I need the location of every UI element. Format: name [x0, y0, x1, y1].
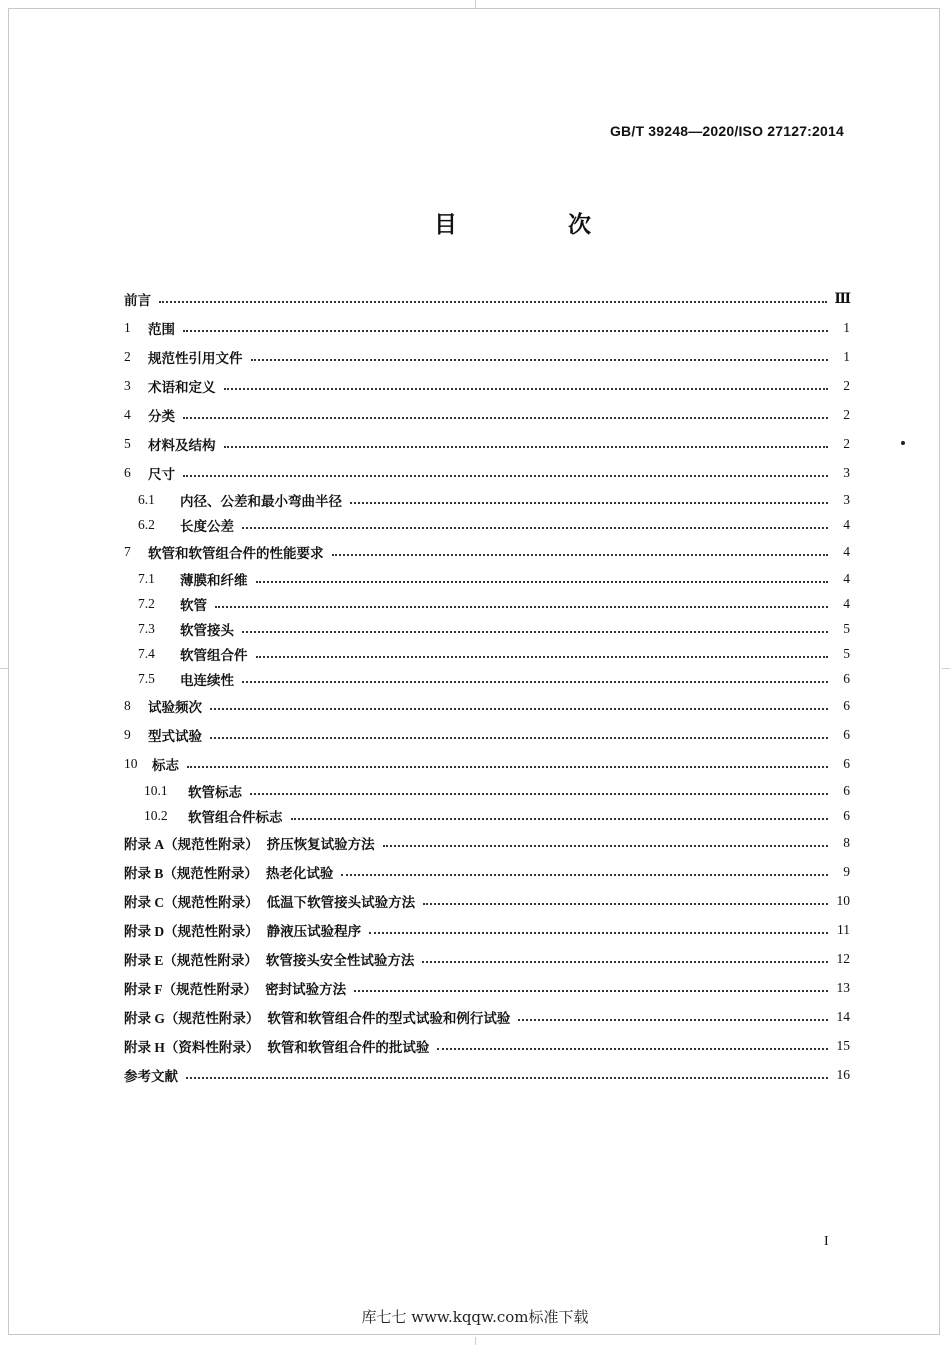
toc-entry[interactable]: [124, 803, 850, 828]
toc-entry-title: 软管组合件标志: [188, 809, 283, 826]
toc-entry-title: 长度公差: [180, 518, 234, 535]
toc-entry-title: 术语和定义: [148, 379, 216, 396]
toc-heading: 目 次: [434, 212, 635, 238]
toc-entry-title: 材料及结构: [148, 437, 216, 454]
toc-entry[interactable]: [124, 512, 850, 537]
crop-mark: [475, 0, 476, 8]
toc-leader-dots: [250, 792, 828, 795]
toc-leader-dots: [291, 817, 829, 820]
toc-page-number: Ⅲ: [834, 290, 850, 307]
toc-leader-dots: [183, 416, 828, 419]
toc-entry-title: 密封试验方法: [265, 981, 347, 998]
toc-leader-dots: [518, 1018, 828, 1021]
toc-page-number: 4: [843, 570, 850, 586]
toc-entry[interactable]: [124, 284, 850, 313]
toc-annex-label: 附录 C（规范性附录）: [124, 894, 259, 910]
toc-section-number: 7: [124, 543, 131, 559]
scan-speck: [901, 441, 905, 445]
toc-entry-title: 软管接头安全性试验方法: [265, 952, 415, 969]
toc-leader-dots: [354, 989, 828, 992]
toc-entry-title: 低温下软管接头试验方法: [266, 894, 416, 911]
toc-page-number: 10: [836, 892, 850, 908]
toc-entry-title: 热老化试验: [265, 865, 334, 882]
toc-page-number: 16: [836, 1066, 850, 1082]
toc-annex-label: 附录 D（规范性附录）: [124, 923, 259, 939]
toc-entry-title: 范围: [148, 321, 175, 338]
toc-entry[interactable]: [124, 641, 850, 666]
toc-entry[interactable]: [124, 487, 850, 512]
toc-section-number: 6.1: [138, 491, 155, 507]
toc-leader-dots: [183, 474, 828, 477]
toc-entry[interactable]: [124, 973, 850, 1002]
toc-section-number: 7.5: [138, 670, 155, 686]
toc-annex-label: 附录 G（规范性附录）: [124, 1010, 260, 1026]
toc-page-number: 1: [843, 348, 850, 364]
toc-section-number: 6.2: [138, 516, 155, 532]
toc-annex-label: 附录 E（规范性附录）: [124, 952, 258, 968]
toc-section-number: 3: [124, 377, 131, 393]
toc-page-number: 9: [843, 863, 850, 879]
toc-leader-dots: [422, 960, 828, 963]
toc-entry-title: 软管标志: [188, 784, 242, 801]
toc-page-number: 14: [836, 1008, 850, 1024]
toc-entry[interactable]: [124, 691, 850, 720]
toc-page-number: 6: [843, 726, 850, 742]
toc-page-number: 4: [843, 543, 850, 559]
toc-entry[interactable]: [124, 458, 850, 487]
toc-page-number: 6: [843, 807, 850, 823]
crop-mark: [942, 668, 950, 669]
toc-entry[interactable]: [124, 915, 850, 944]
toc-entry-title: 软管和软管组合件的性能要求: [148, 545, 324, 562]
table-of-contents: [124, 284, 850, 1089]
toc-entry[interactable]: [124, 591, 850, 616]
toc-page-number: 6: [843, 755, 850, 771]
toc-section-number: 7.1: [138, 570, 155, 586]
toc-entry[interactable]: [124, 342, 850, 371]
toc-page-number: 2: [843, 435, 850, 451]
toc-page-number: 13: [836, 979, 850, 995]
toc-entry-title: 前言: [124, 292, 151, 309]
toc-leader-dots: [437, 1047, 828, 1050]
toc-leader-dots: [210, 707, 828, 710]
toc-entry-title: 规范性引用文件: [148, 350, 243, 367]
toc-page-number: 6: [843, 782, 850, 798]
toc-entry[interactable]: [124, 1002, 850, 1031]
toc-entry[interactable]: [124, 371, 850, 400]
toc-leader-dots: [256, 580, 829, 583]
toc-section-number: 4: [124, 406, 131, 422]
page-number: I: [824, 1234, 829, 1249]
toc-section-number: 6: [124, 464, 131, 480]
toc-leader-dots: [251, 358, 829, 361]
toc-leader-dots: [242, 526, 828, 529]
toc-page-number: 15: [836, 1037, 850, 1053]
toc-entry-title: 软管和软管组合件的批试验: [267, 1039, 430, 1056]
toc-leader-dots: [332, 553, 829, 556]
toc-leader-dots: [242, 630, 828, 633]
toc-entry-title: 薄膜和纤维: [180, 572, 248, 589]
toc-leader-dots: [224, 387, 829, 390]
toc-entry-title: 电连续性: [180, 672, 234, 689]
toc-entry-title: 软管组合件: [180, 647, 248, 664]
toc-leader-dots: [423, 902, 828, 905]
toc-leader-dots: [256, 655, 829, 658]
toc-section-number: 7.3: [138, 620, 155, 636]
toc-leader-dots: [186, 1076, 828, 1079]
toc-entry[interactable]: [124, 749, 850, 778]
toc-entry[interactable]: [124, 857, 850, 886]
toc-leader-dots: [242, 680, 828, 683]
toc-leader-dots: [210, 736, 828, 739]
toc-entry[interactable]: [124, 1060, 850, 1089]
toc-entry-title: 分类: [148, 408, 175, 425]
toc-section-number: 7.2: [138, 595, 155, 611]
toc-section-number: 1: [124, 319, 131, 335]
toc-leader-dots: [187, 765, 828, 768]
toc-entry[interactable]: [124, 886, 850, 915]
toc-entry-title: 挤压恢复试验方法: [266, 836, 375, 853]
toc-entry-title: 标志: [152, 757, 179, 774]
toc-page-number: 4: [843, 516, 850, 532]
toc-page-number: 2: [843, 406, 850, 422]
toc-annex-label: 附录 B（规范性附录）: [124, 865, 258, 881]
toc-annex-label: 附录 A（规范性附录）: [124, 836, 259, 852]
toc-entry[interactable]: [124, 400, 850, 429]
toc-section-number: 7.4: [138, 645, 155, 661]
toc-entry-title: 尺寸: [148, 466, 175, 483]
toc-entry[interactable]: [124, 944, 850, 973]
toc-entry[interactable]: [124, 778, 850, 803]
toc-page-number: 11: [837, 921, 850, 937]
toc-entry[interactable]: [124, 828, 850, 857]
toc-leader-dots: [224, 445, 829, 448]
toc-section-number: 5: [124, 435, 131, 451]
toc-section-number: 8: [124, 697, 131, 713]
watermark-footer: 库七七 www.kqqw.com标准下载: [361, 1308, 589, 1326]
toc-leader-dots: [383, 844, 828, 847]
crop-mark: [0, 668, 8, 669]
toc-section-number: 10.2: [144, 807, 168, 823]
crop-mark: [475, 1337, 476, 1345]
toc-page-number: 5: [843, 620, 850, 636]
toc-leader-dots: [369, 931, 828, 934]
toc-leader-dots: [159, 300, 827, 303]
toc-page-number: 1: [843, 319, 850, 335]
document-code: GB/T 39248—2020/ISO 27127:2014: [609, 123, 844, 139]
toc-page-number: 4: [843, 595, 850, 611]
toc-page-number: 6: [843, 697, 850, 713]
toc-page-number: 2: [843, 377, 850, 393]
toc-section-number: 9: [124, 726, 131, 742]
toc-entry[interactable]: [124, 537, 850, 566]
toc-entry[interactable]: [124, 616, 850, 641]
toc-entry-title: 型式试验: [148, 728, 202, 745]
toc-entry-title: 试验频次: [148, 699, 202, 716]
toc-page-number: 8: [843, 834, 850, 850]
toc-entry-title: 静液压试验程序: [266, 923, 362, 940]
toc-annex-label: 附录 F（规范性附录）: [124, 981, 258, 997]
toc-page-number: 5: [843, 645, 850, 661]
toc-leader-dots: [350, 501, 828, 504]
toc-entry[interactable]: [124, 313, 850, 342]
toc-annex-label: 附录 H（资料性附录）: [124, 1039, 260, 1055]
toc-entry[interactable]: [124, 1031, 850, 1060]
toc-entry-title: 软管接头: [180, 622, 234, 639]
toc-section-number: 10.1: [144, 782, 168, 798]
toc-page-number: 3: [843, 464, 850, 480]
toc-entry[interactable]: [124, 666, 850, 691]
toc-page-number: 6: [843, 670, 850, 686]
toc-entry[interactable]: [124, 566, 850, 591]
toc-entry-title: 内径、公差和最小弯曲半径: [180, 493, 342, 510]
toc-entry-title: 软管和软管组合件的型式试验和例行试验: [267, 1010, 511, 1027]
toc-entry-title: 参考文献: [124, 1068, 178, 1085]
toc-section-number: 2: [124, 348, 131, 364]
toc-leader-dots: [183, 329, 828, 332]
toc-page-number: 3: [843, 491, 850, 507]
toc-entry[interactable]: [124, 720, 850, 749]
toc-section-number: 10: [124, 755, 138, 771]
toc-leader-dots: [215, 605, 828, 608]
toc-leader-dots: [341, 873, 828, 876]
toc-entry[interactable]: [124, 429, 850, 458]
toc-page-number: 12: [836, 950, 850, 966]
toc-entry-title: 软管: [180, 597, 207, 614]
